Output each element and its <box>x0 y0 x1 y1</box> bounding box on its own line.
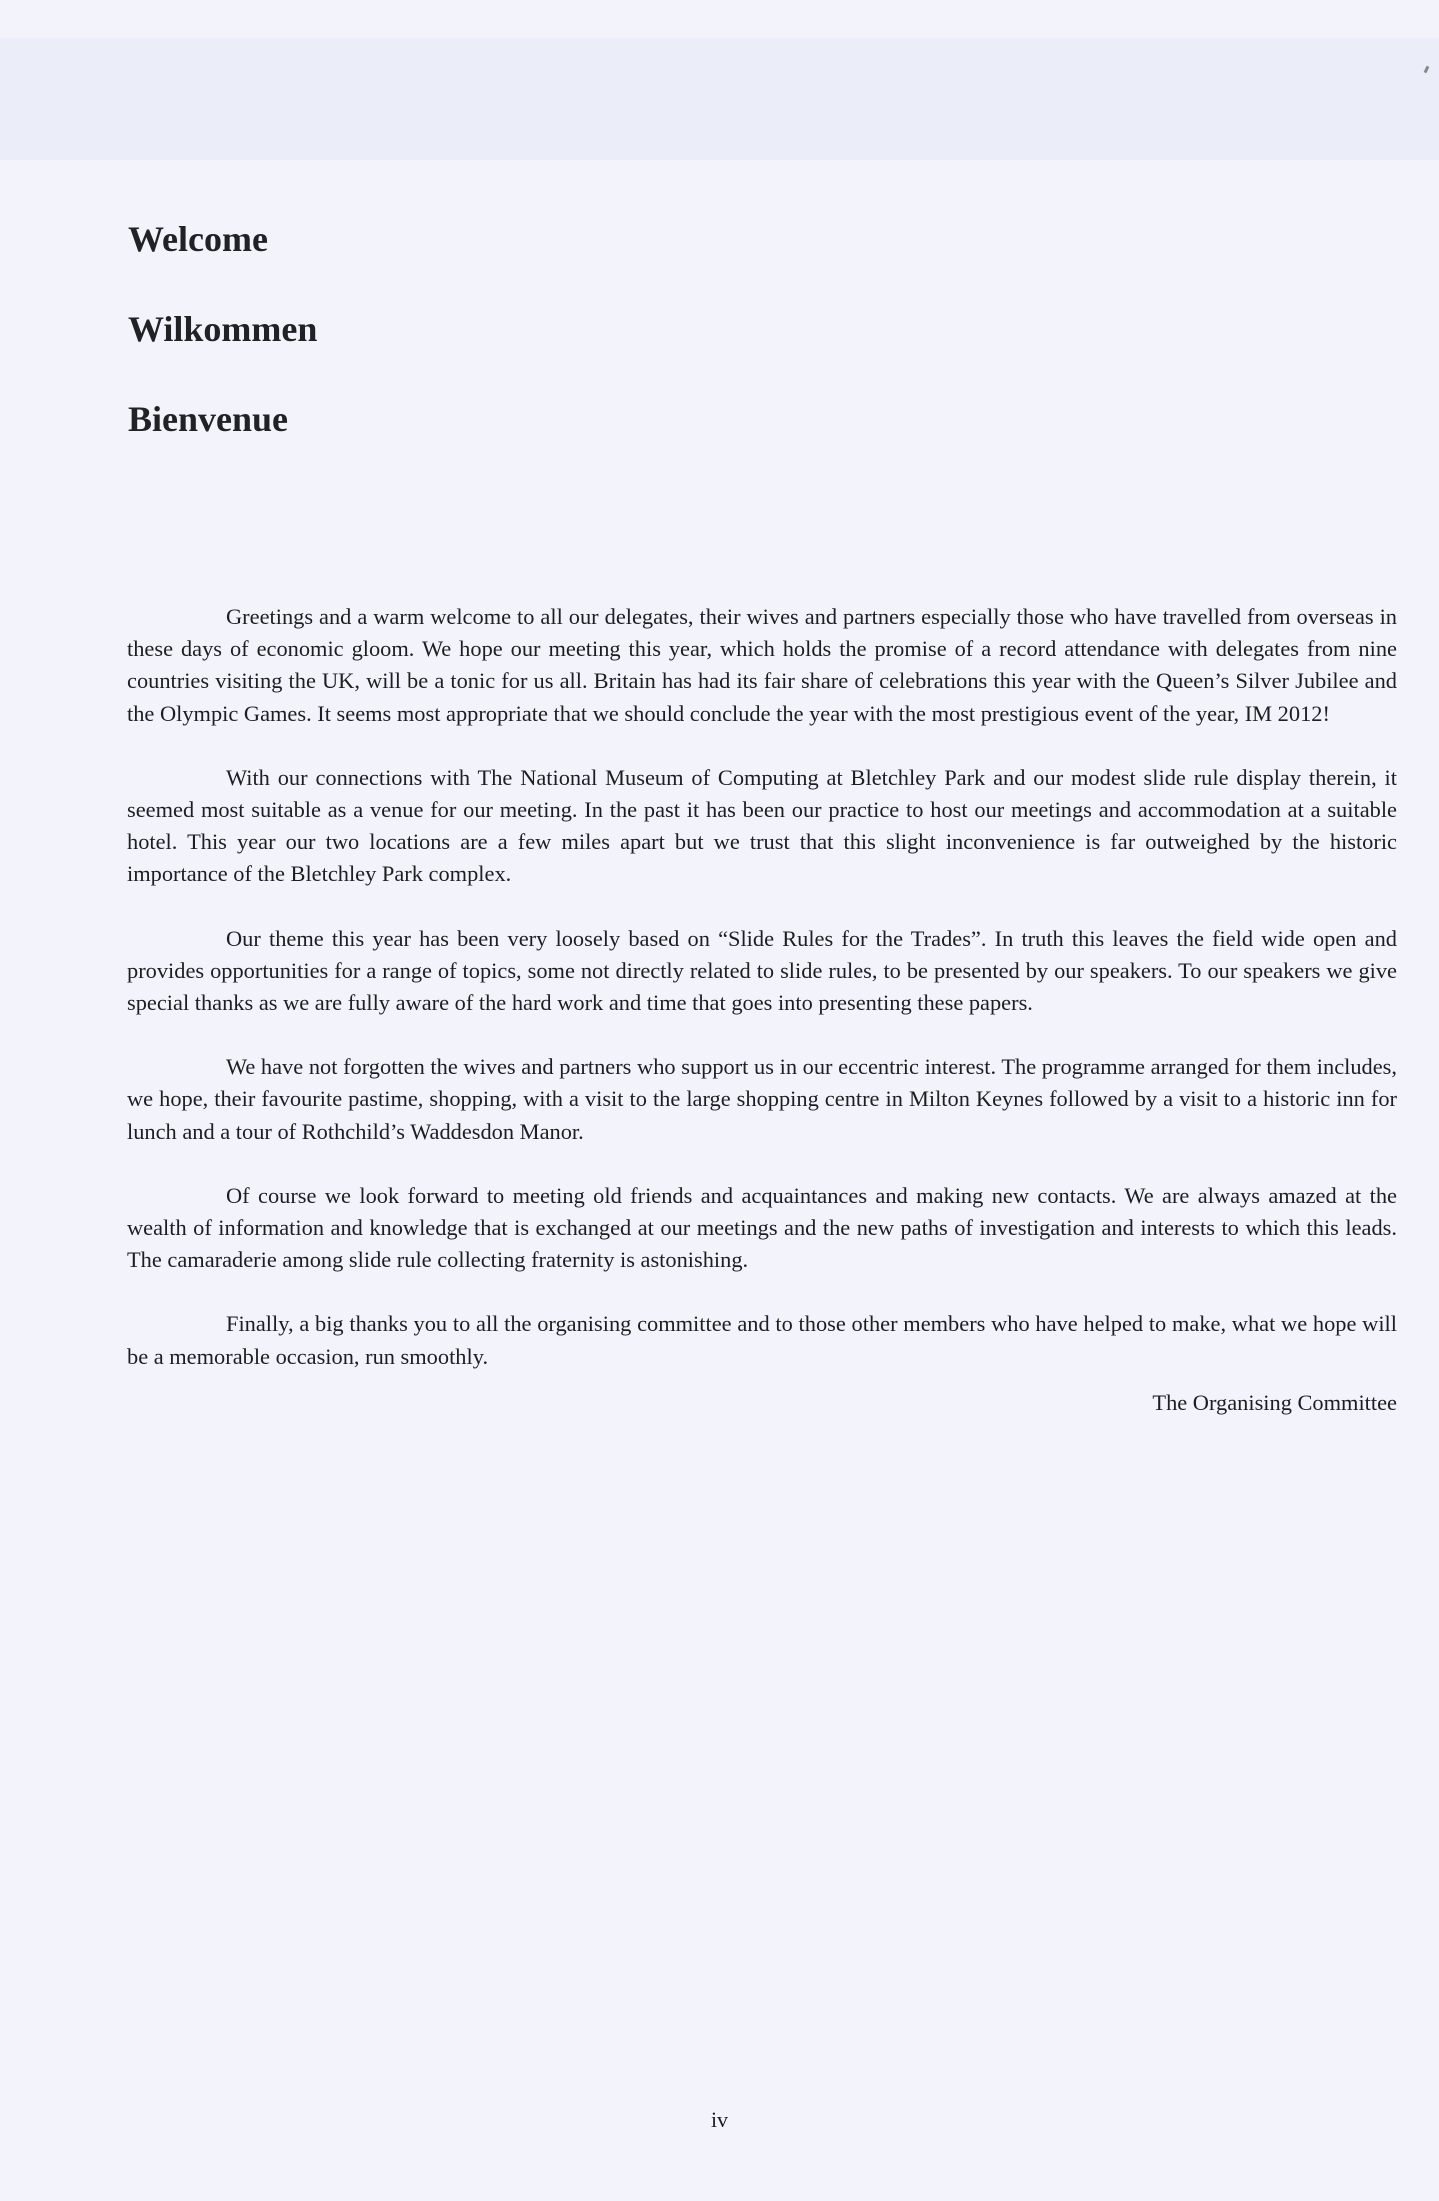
paragraph-theme: Our theme this year has been very loosely based on “Slide Rules for the Trades”. In truth this leaves the field wide open and provides opportunities for a range of topics, some not directly related to slide rules, to be presented by our speakers. To our speakers we give special thanks as we are fully aware of the hard work and time that goes into presenting these papers. <box>127 925 1397 1016</box>
paragraph-friends: Of course we look forward to meeting old friends and acquaintances and making new contacts. We are always amazed at the wealth of information and knowledge that is exchanged at our meetings and the new paths of investigation and interests to which this leads. The camaraderie among slide rule collecting fraternity is astonishing. <box>127 1182 1397 1273</box>
heading-bienvenue: Bienvenue <box>128 399 289 439</box>
heading-welcome: Welcome <box>128 219 268 259</box>
welcome-letter-body <box>127 601 1397 1419</box>
paragraph-venue: With our connections with The National Museum of Computing at Bletchley Park and our modest slide rule display therein, it seemed most suitable as a venue for our meeting. In the past it has been our practice to host our meetings and accommodation at a suitable hotel. This year our two locations are a few miles apart but we trust that this slight inconvenience is far outweighed by the historic importance of the Bletchley Park complex. <box>127 764 1397 887</box>
paragraph-greetings: Greetings and a warm welcome to all our delegates, their wives and partners especially those who have travelled from overseas in these days of economic gloom. We hope our meeting this year, which holds the promise of a record attendance with delegates from nine countries visiting the UK, will be a tonic for us all. Britain has had its fair share of celebrations this year with the Queen’s Silver Jubilee and the Olympic Games. It seems most appropriate that we should conclude the year with the most prestigious event of the year, IM 2012! <box>127 604 1397 726</box>
paragraph-partners: We have not forgotten the wives and partners who support us in our eccentric interest. The programme arranged for them includes, we hope, their favourite pastime, shopping, with a visit to the large shopping centre in Milton Keynes followed by a visit to a historic inn for lunch and a tour of Rothchild’s Waddesdon Manor. <box>127 1054 1397 1144</box>
signature: The Organising Committee <box>1152 1389 1397 1415</box>
heading-wilkommen: Wilkommen <box>128 309 318 349</box>
page-number: iv <box>710 2107 729 2132</box>
show-through-band <box>0 38 1439 160</box>
paragraph-thanks: Finally, a big thanks you to all the organising committee and to those other members who have helped to make, what we hope will be a memorable occasion, run smoothly. <box>127 1311 1397 1369</box>
